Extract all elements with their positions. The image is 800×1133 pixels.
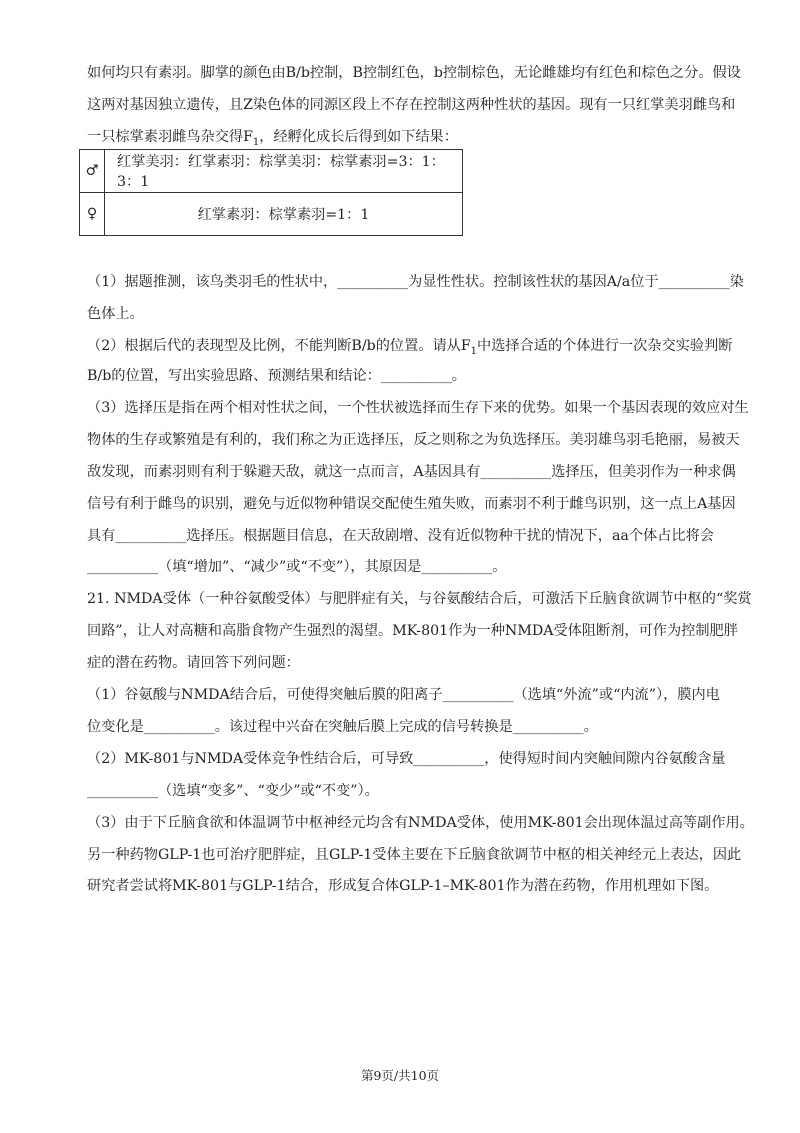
- q20-part3-line1: （3）选择压是指在两个相对性状之间，一个性状被选择而生存下来的优势。如果一个基因表现的效应对生: [87, 400, 749, 416]
- q20-part3-line4: 信号有利于雌鸟的识别，避免与近似物种错误交配使生殖失败，而素羽不利于雌鸟识别，这一点上A基因: [87, 496, 736, 512]
- q21-part3-line2: 另一种药物GLP-1也可治疗肥胖症，且GLP-1受体主要在下丘脑食欲调节中枢的相关神经元上表达，因此: [87, 847, 742, 863]
- q21-part1-line2: 位变化是__________。该过程中兴奋在突触后膜上完成的信号转换是__________。: [87, 719, 598, 735]
- q21-part2-line2: __________（选填“变多”、“变少”或“不变”）。: [87, 783, 379, 799]
- q20-part3-line6: __________（填“增加”、“减少”或“不变”），其原因是__________。: [87, 559, 507, 575]
- page-number: 第9页/共10页: [360, 1068, 440, 1083]
- q21-stem-line3: 症的潜在药物。请回答下列问题：: [87, 655, 300, 671]
- q20-part1-line1: （1）据题推测，该鸟类羽毛的性状中，__________为显性性状。控制该性状的基因A/a位于__________染: [87, 274, 744, 290]
- q20-part2-line1: （2）根据后代的表现型及比例，不能判断B/b的位置。请从$F_1$中选择合适的个体进行一次杂交实验判断: [87, 338, 733, 357]
- q21-part1-line1: （1）谷氨酸与NMDA结合后，可使得突触后膜的阳离子__________（选填“外流”或“内流”），膜内电: [87, 687, 720, 703]
- intro-line-3: 一只棕掌素羽雌鸟杂交得$F_1$，经孵化成长后得到如下结果：: [87, 129, 458, 148]
- intro-line-1: 如何均只有素羽。脚掌的颜色由B/b控制，B控制红色，b控制棕色，无论雌雄均有红色和棕色之分。假设: [87, 65, 741, 81]
- q20-part1-line2: 色体上。: [87, 306, 144, 322]
- q20-part3-line2: 物体的生存或繁殖是有利的，我们称之为正选择压，反之则称之为负选择压。美羽雄鸟羽毛艳丽，易被天: [87, 432, 740, 448]
- q20-part3-line3: 敌发现，而素羽则有利于躲避天敌，就这一点而言，A基因具有__________选择压，但美羽作为一种求偶: [87, 464, 736, 480]
- q21-part2-line1: （2）MK-801与NMDA受体竞争性结合后，可导致__________，使得短时间内突触间隙内谷氨酸含量: [87, 751, 726, 767]
- intro-line-2: 这两对基因独立遗传，且Z染色体的同源区段上不存在控制这两种性状的基因。现有一只红掌美羽雌鸟和: [87, 97, 736, 113]
- table-row-female: [80, 193, 463, 236]
- female-result: 红掌素羽：棕掌素羽=1：1: [105, 193, 463, 236]
- q21-part3-line1: （3）由于下丘脑食欲和体温调节中枢神经元均含有NMDA受体，使用MK-801会出现体温过高等副作用。: [87, 815, 754, 831]
- male-result: 红掌美羽：红掌素羽：棕掌美羽：棕掌素羽=3：1：3：1: [105, 150, 463, 193]
- male-symbol: ♂: [80, 150, 105, 193]
- table-row-male: [80, 150, 463, 193]
- q21-part3-line3: 研究者尝试将MK-801与GLP-1结合，形成复合体GLP-1–MK-801作为潜在药物，作用机理如下图。: [87, 878, 719, 894]
- q21-stem-line1: 21. NMDA受体（一种谷氨酸受体）与肥胖症有关，与谷氨酸结合后，可激活下丘脑食欲调节中枢的“奖赏: [87, 591, 752, 607]
- q20-part2-line2: B/b的位置，写出实验思路、预测结果和结论：__________。: [87, 368, 466, 384]
- result-table: [79, 149, 463, 236]
- q21-stem-line2: 回路”，让人对高糖和高脂食物产生强烈的渴望。MK-801作为一种NMDA受体阻断剂，可作为控制肥胖: [87, 623, 738, 639]
- q20-part3-line5: 具有__________选择压。根据题目信息，在天敌剧增、没有近似物种干扰的情况下，aa个体占比将会: [87, 528, 714, 544]
- female-symbol: ♀: [80, 193, 105, 236]
